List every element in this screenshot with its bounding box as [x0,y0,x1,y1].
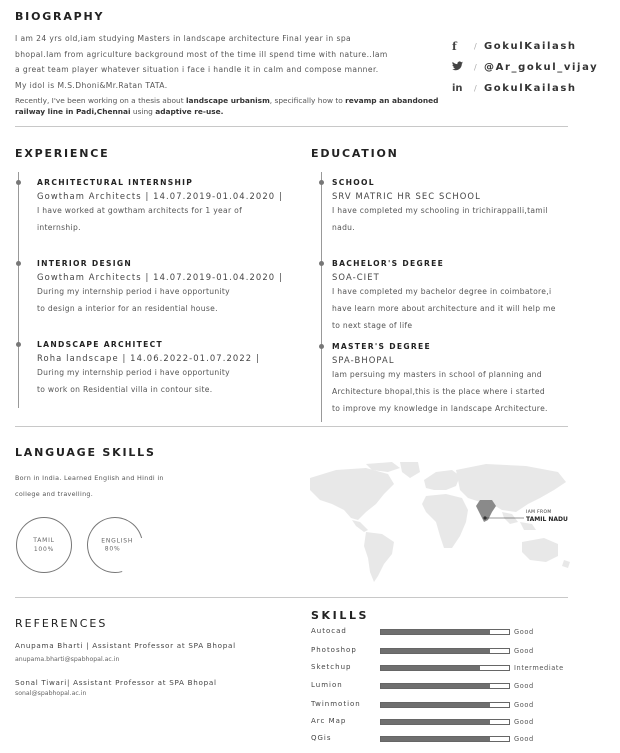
desc-line: nadu. [332,223,356,232]
social-facebook[interactable] [452,36,620,57]
education-title: SCHOOL [332,178,375,187]
recent-text: Recently, I've been working on a thesis about [15,96,186,105]
experience-desc [37,283,307,317]
skill-row [311,734,611,746]
desc-line: Architecture bhopal,this is the place where i started [332,387,545,396]
timeline-dot [16,261,21,266]
reference-email[interactable]: sonal@spabhopal.ac.in [15,690,87,697]
skill-bar-fill [381,737,490,741]
skill-bar [380,702,510,708]
skill-level-label: Good [514,628,534,636]
skill-row [311,717,611,729]
experience-heading: EXPERIENCE [15,147,110,160]
reference-name: Sonal Tiwari| Assistant Professor at SPA Bhopal [15,678,217,687]
education-school: SOA-CIET [332,272,380,282]
recent-bold: landscape urbanism [185,96,270,105]
map-label-line: IAM FROM [526,510,552,515]
skill-bar-fill [381,720,490,724]
skill-bar [380,648,510,654]
language-line: college and travelling. [15,490,94,498]
experience-desc [37,364,307,398]
biography-line: My idol is M.S.Dhoni&Mr.Ratan TATA. [15,80,168,90]
language-heading: LANGUAGE SKILLS [15,446,156,459]
experience-company: Gowtham Architects | 14.07.2019-01.04.2020 | [37,272,283,282]
biography-line: a great team player whatever situation i face i handle it in calm and compose manner. [15,65,379,74]
desc-line: to design a interior for an residential house. [37,304,218,313]
separator-slash: / [474,84,477,93]
biography-line: bhopal.Iam from agriculture background most of the time ill spend time with nature..Iam [15,49,388,59]
reference-email[interactable]: anupama.bharti@spabhopal.ac.in [15,656,120,663]
skill-bar [380,629,510,635]
language-name: ENGLISH [101,537,134,545]
skill-name: Autocad [311,627,347,635]
desc-line: I have completed my bachelor degree in coimbatore,i [332,287,552,296]
biography-heading: BIOGRAPHY [15,10,105,23]
experience-timeline [18,172,19,408]
desc-line: Iam persuing my masters in school of planning and [332,370,542,379]
skill-row [311,646,611,658]
timeline-dot [319,261,324,266]
biography-line: I am 24 yrs old,iam studying Masters in landscape architecture Final year in spa [15,34,352,43]
social-twitter[interactable] [452,57,620,78]
facebook-handle[interactable]: GokulKailash [484,41,577,52]
skill-level-label: Good [514,682,534,690]
desc-line: to work on Residential villa in contour site. [37,385,213,394]
social-linkedin[interactable] [452,78,620,99]
separator-slash: / [474,42,477,51]
facebook-icon: f [452,40,457,53]
education-title: BACHELOR'S DEGREE [332,259,445,268]
skill-level-label: Intermediate [514,664,564,672]
divider [15,126,568,127]
skill-bar [380,736,510,742]
education-school: SRV MATRIC HR SEC SCHOOL [332,191,481,201]
education-heading: EDUCATION [311,147,399,160]
language-text [15,470,215,502]
experience-item [37,259,307,317]
experience-item [37,178,307,236]
linkedin-handle[interactable]: GokulKailash [484,83,577,94]
education-item [332,259,617,334]
skill-row [311,681,611,693]
desc-line: I have completed my schooling in trichirappalli,tamil [332,206,548,215]
experience-item [37,340,307,398]
skill-name: Sketchup [311,663,352,671]
language-percent: 100% [33,546,55,553]
skill-name: Arc Map [311,717,347,725]
biography-text [15,31,445,93]
reference-item [15,678,305,697]
desc-line: During my internship period i have opportunity [37,287,230,296]
references-heading: REFERENCES [15,617,108,630]
language-circle-english [77,507,153,583]
education-desc [332,283,617,334]
experience-title: INTERIOR DESIGN [37,259,133,268]
skills-heading: SKILLS [311,609,370,622]
education-item [332,178,617,236]
experience-company: Roha landscape | 14.06.2022-01.07.2022 | [37,353,260,363]
skill-bar-fill [381,649,490,653]
skill-level-label: Good [514,701,534,709]
reference-item [15,641,305,663]
education-school: SPA-BHOPAL [332,355,395,365]
social-links [452,36,620,99]
education-desc [332,202,617,236]
recent-text: , specifically how to [269,96,346,105]
language-percent: 80% [104,545,121,553]
desc-line: to improve my knowledge in landscape Architecture. [332,404,548,413]
biography-recent-work [15,95,445,117]
desc-line: internship. [37,223,81,232]
map-label [526,509,568,523]
reference-name: Anupama Bharti | Assistant Professor at SPA Bhopal [15,641,236,650]
skill-row [311,700,611,712]
twitter-icon [452,61,474,74]
skill-row [311,663,611,675]
map-label-place: TAMIL NADU [526,516,568,523]
recent-bold: revamp an abandoned [345,96,439,105]
skill-name: Lumion [311,681,343,689]
experience-desc [37,202,307,236]
education-title: MASTER'S DEGREE [332,342,432,351]
separator-slash: / [474,63,477,72]
divider [15,426,568,427]
language-circle-tamil [16,517,72,573]
language-line: Born in India. Learned English and Hindi in [15,474,164,482]
linkedin-icon: in [452,83,463,94]
skill-name: Twinmotion [311,700,361,708]
timeline-dot [319,180,324,185]
education-desc [332,366,617,417]
timeline-dot [16,342,21,347]
language-name: TAMIL [33,537,55,544]
timeline-dot [319,344,324,349]
skill-level-label: Good [514,718,534,726]
experience-company: Gowtham Architects | 14.07.2019-01.04.2020 | [37,191,283,201]
skill-bar [380,719,510,725]
skill-level-label: Good [514,735,534,743]
twitter-handle[interactable]: @Ar_gokul_vijay [484,62,599,73]
timeline-dot [16,180,21,185]
desc-line: to next stage of life [332,321,413,330]
recent-bold: railway line in Padi,Chennai [15,107,131,116]
skill-row [311,627,611,639]
education-timeline [321,172,322,422]
divider [15,597,568,598]
recent-bold: adaptive re-use. [155,107,224,116]
desc-line: have learn more about architecture and it will help me [332,304,556,313]
skill-bar-fill [381,684,490,688]
recent-text: using [130,107,156,116]
skill-bar-fill [381,666,480,670]
skill-bar [380,683,510,689]
skill-name: Photoshop [311,646,357,654]
skill-level-label: Good [514,647,534,655]
skill-bar-fill [381,703,490,707]
experience-title: LANDSCAPE ARCHITECT [37,340,163,349]
biography-section [15,10,445,117]
experience-title: ARCHITECTURAL INTERNSHIP [37,178,194,187]
skill-name: QGis [311,734,332,742]
education-item [332,342,617,417]
skill-bar [380,665,510,671]
desc-line: During my internship period i have opportunity [37,368,230,377]
desc-line: I have worked at gowtham architects for 1 year of [37,206,243,215]
skill-bar-fill [381,630,490,634]
